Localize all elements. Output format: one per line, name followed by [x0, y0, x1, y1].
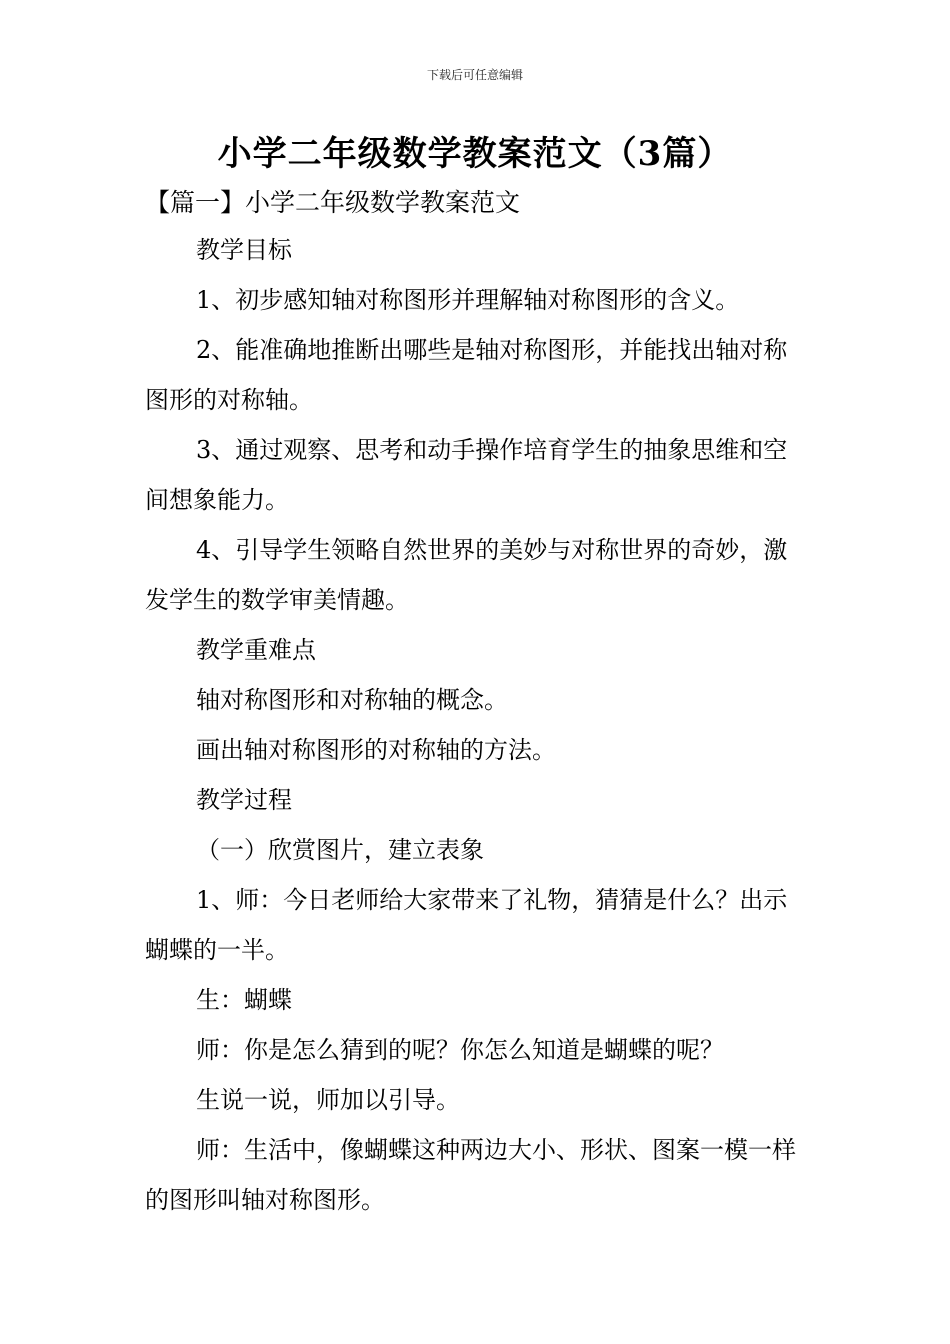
- document-body: [145, 225, 807, 1225]
- paragraph: 轴对称图形和对称轴的概念。: [196, 686, 508, 714]
- paragraph: 1、初步感知轴对称图形并理解轴对称图形的含义。: [196, 286, 740, 314]
- section-heading: 【篇一】小学二年级数学教案范文: [145, 188, 521, 217]
- paragraph: 生说一说，师加以引导。: [196, 1086, 460, 1114]
- document-title: 小学二年级数学教案范文（3篇）: [217, 134, 733, 174]
- paragraph: 生：蝴蝶: [196, 986, 292, 1014]
- paragraph: 2、能准确地推断出哪些是轴对称图形，并能找出轴对称图形的对称轴。: [145, 336, 788, 414]
- paragraph: （一）欣赏图片，建立表象: [196, 836, 484, 864]
- paragraph: 师：你是怎么猜到的呢？你怎么知道是蝴蝶的呢？: [196, 1036, 724, 1064]
- paragraph: 画出轴对称图形的对称轴的方法。: [196, 736, 556, 764]
- paragraph: 1、师：今日老师给大家带来了礼物，猜猜是什么？出示蝴蝶的一半。: [145, 886, 788, 964]
- paragraph: 4、引导学生领略自然世界的美妙与对称世界的奇妙，激发学生的数学审美情趣。: [145, 536, 788, 614]
- paragraph: 教学目标: [196, 236, 292, 264]
- paragraph: 3、通过观察、思考和动手操作培育学生的抽象思维和空间想象能力。: [145, 436, 788, 514]
- paragraph: 教学重难点: [196, 636, 316, 664]
- paragraph: 师：生活中，像蝴蝶这种两边大小、形状、图案一模一样的图形叫轴对称图形。: [145, 1136, 796, 1214]
- header-note: 下载后可任意编辑: [426, 68, 523, 82]
- paragraph: 教学过程: [196, 786, 292, 814]
